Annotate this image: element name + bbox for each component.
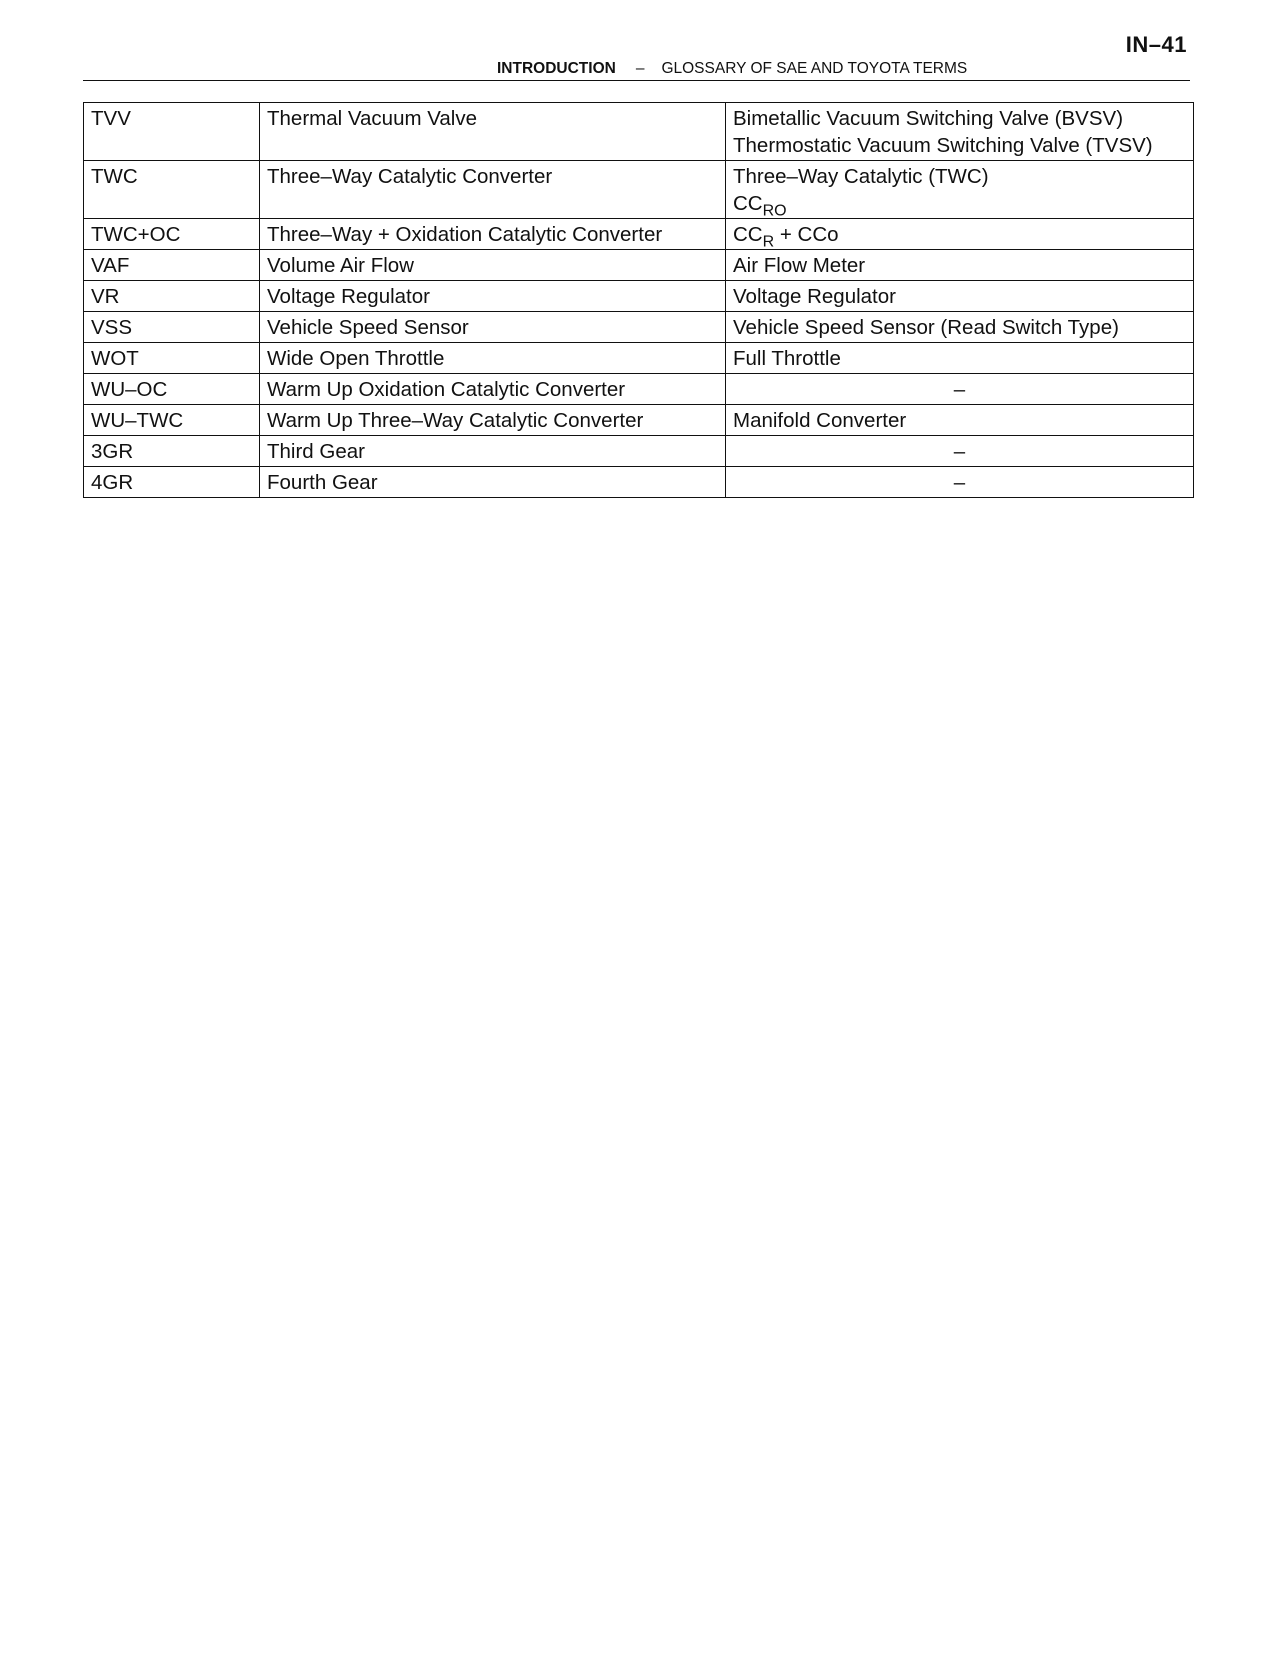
table-row [84, 467, 1194, 498]
toyota-term-cell [726, 103, 1194, 161]
sae-term-cell: Three–Way Catalytic Converter [260, 161, 726, 219]
toyota-term-cell: – [726, 436, 1194, 467]
table-row [84, 250, 1194, 281]
abbreviation-cell: TVV [84, 103, 260, 161]
header-separator: – [635, 60, 645, 77]
toyota-term-cell: Vehicle Speed Sensor (Read Switch Type) [726, 312, 1194, 343]
sae-term-cell: Warm Up Three–Way Catalytic Converter [260, 405, 726, 436]
table-row [84, 436, 1194, 467]
abbreviation-cell: TWC [84, 161, 260, 219]
toyota-term-subscript: RO [762, 202, 787, 220]
table-row [84, 343, 1194, 374]
toyota-term-cell: Air Flow Meter [726, 250, 1194, 281]
abbreviation-cell: VAF [84, 250, 260, 281]
abbreviation-cell: WU–OC [84, 374, 260, 405]
table-row [84, 103, 1194, 161]
toyota-term-cell: – [726, 374, 1194, 405]
sae-term-cell: Vehicle Speed Sensor [260, 312, 726, 343]
abbreviation-cell: WOT [84, 343, 260, 374]
sae-term-cell: Fourth Gear [260, 467, 726, 498]
header-section-title: INTRODUCTION [497, 60, 616, 77]
abbreviation-cell: VSS [84, 312, 260, 343]
running-header-text [497, 58, 967, 80]
toyota-term-base: CC [733, 223, 763, 246]
table-row [84, 405, 1194, 436]
sae-term-cell: Wide Open Throttle [260, 343, 726, 374]
toyota-term-line: Three–Way Catalytic (TWC) [733, 165, 989, 188]
sae-term-cell: Third Gear [260, 436, 726, 467]
abbreviation-cell: 3GR [84, 436, 260, 467]
abbreviation-cell: WU–TWC [84, 405, 260, 436]
header-subsection-title: GLOSSARY OF SAE AND TOYOTA TERMS [661, 60, 968, 77]
toyota-term-cell: Manifold Converter [726, 405, 1194, 436]
toyota-term-cell: – [726, 467, 1194, 498]
toyota-term-subscript: R [762, 233, 775, 251]
running-header [83, 58, 1190, 81]
toyota-term-cell: Voltage Regulator [726, 281, 1194, 312]
toyota-term-line: Bimetallic Vacuum Switching Valve (BVSV) [733, 107, 1124, 130]
table-row [84, 374, 1194, 405]
sae-term-cell: Voltage Regulator [260, 281, 726, 312]
abbreviation-cell: VR [84, 281, 260, 312]
sae-term-cell: Warm Up Oxidation Catalytic Converter [260, 374, 726, 405]
table-row [84, 281, 1194, 312]
sae-term-cell: Volume Air Flow [260, 250, 726, 281]
toyota-term-cell [726, 219, 1194, 250]
toyota-term-base: CC [733, 192, 763, 215]
page-number: IN–41 [1125, 32, 1187, 57]
toyota-term-line: Thermostatic Vacuum Switching Valve (TVSV) [733, 134, 1153, 157]
table-row [84, 161, 1194, 219]
toyota-term-cell: Full Throttle [726, 343, 1194, 374]
table-row [84, 219, 1194, 250]
sae-term-cell: Three–Way + Oxidation Catalytic Converter [260, 219, 726, 250]
abbreviation-cell: TWC+OC [84, 219, 260, 250]
table-row [84, 312, 1194, 343]
toyota-term-cell [726, 161, 1194, 219]
abbreviation-cell: 4GR [84, 467, 260, 498]
toyota-term-rest: + CCo [774, 223, 839, 246]
glossary-table [83, 102, 1194, 498]
sae-term-cell: Thermal Vacuum Valve [260, 103, 726, 161]
toyota-term-line [733, 190, 1186, 220]
